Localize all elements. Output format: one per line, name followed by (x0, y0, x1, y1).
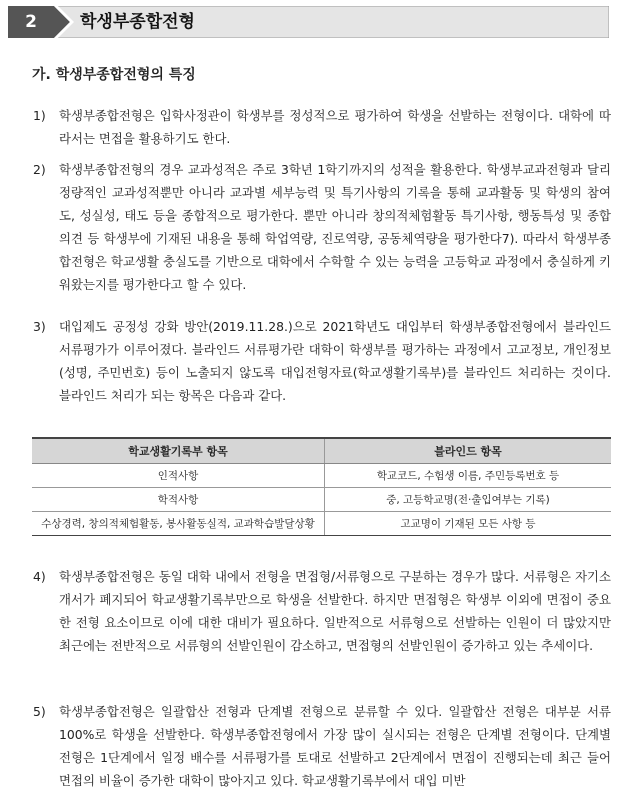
paragraph-number: 2) (33, 162, 46, 177)
paragraph-2 (33, 158, 611, 296)
paragraph-4 (33, 565, 611, 657)
paragraph-number: 5) (33, 704, 46, 719)
chapter-number: 2 (25, 12, 37, 32)
table-cell: 인적사항 (32, 464, 325, 488)
paragraph-text: 학생부종합전형은 입학사정관이 학생부를 정성적으로 평가하여 학생을 선발하는 전형이다. 대학에 따라서는 면접을 활용하기도 한다. (59, 108, 611, 146)
paragraph-3 (33, 315, 611, 407)
table-cell: 학교코드, 수험생 이름, 주민등록번호 등 (325, 464, 612, 488)
paragraph-text: 학생부종합전형은 일괄합산 전형과 단계별 전형으로 분류할 수 있다. 일괄합산 전형은 대부분 서류 100%로 학생을 선발한다. 학생부종합전형에서 가장 많이 실시되는 전형은 단계별 전형이다. 단계별 전형은 1단계에서 일정 배수를 서류평가를 토대로 선발하고 2단계에서 면접이 진행되는데 최근 들어 면접의 비율이 증가한 대학이 많아지고 있다. 학교생활기록부에서 대입 미반 (59, 704, 611, 788)
table-header-cell: 블라인드 항목 (325, 438, 612, 464)
table-row (32, 464, 611, 488)
table-cell: 수상경력, 창의적체험활동, 봉사활동실적, 교과학습발달상황 (32, 512, 325, 536)
paragraph-text: 학생부종합전형은 동일 대학 내에서 전형을 면접형/서류형으로 구분하는 경우가 많다. 서류형은 자기소개서가 폐지되어 학교생활기록부만으로 학생을 선발한다. 하지만 면접형은 학생부 이외에 면접이 중요한 전형 요소이므로 이에 대한 대비가 필요하다. 일반적으로 서류형으로 선발하는 인원이 더 많았지만 최근에는 전반적으로 서류형의 선발인원이 감소하고, 면접형의 선발인원이 증가하고 있는 추세이다. (59, 569, 611, 653)
table-row (32, 488, 611, 512)
paragraph-number: 1) (33, 108, 46, 123)
paragraph-text: 대입제도 공정성 강화 방안(2019.11.28.)으로 2021학년도 대입부터 학생부종합전형에서 블라인드 서류평가가 이루어졌다. 블라인드 서류평가란 대학이 학생부를 평가하는 과정에서 고교정보, 개인정보(성명, 주민번호) 등이 노출되지 않도록 대입전형자료(학교생활기록부)를 블라인드 처리하는 것이다. 블라인드 처리가 되는 항목은 다음과 같다. (59, 319, 611, 403)
paragraph-5 (33, 700, 611, 792)
table-cell: 고교명이 기재된 모든 사항 등 (325, 512, 612, 536)
table-header-row (32, 438, 611, 464)
paragraph-1 (33, 104, 611, 150)
table-cell: 학적사항 (32, 488, 325, 512)
paragraph-text: 학생부종합전형의 경우 교과성적은 주로 3학년 1학기까지의 성적을 활용한다. 학생부교과전형과 달리 정량적인 교과성적뿐만 아니라 교과별 세부능력 및 특기사항의 기록을 통해 교과활동 및 학생의 참여도, 성실성, 태도 등을 종합적으로 평가한다. 뿐만 아니라 창의적체험활동 특기사항, 행동특성 및 종합의견 등 학생부에 기재된 내용을 통해 학업역량, 진로역량, 공동체역량을 평가한다7). 따라서 학생부종합전형은 학교생활 충실도를 기반으로 대학에서 수학할 수 있는 능력을 고등학교 과정에서 충실하게 키워왔는지를 평가한다고 할 수 있다. (59, 162, 611, 292)
table-cell: 중, 고등학교명(전·출입여부는 기록) (325, 488, 612, 512)
table-row (32, 512, 611, 536)
chapter-title: 학생부종합전형 (80, 12, 195, 32)
paragraph-number: 3) (33, 319, 46, 334)
paragraph-number: 4) (33, 569, 46, 584)
table-header-cell: 학교생활기록부 항목 (32, 438, 325, 464)
section-title: 가. 학생부종합전형의 특징 (32, 67, 196, 83)
chapter-header (8, 6, 609, 38)
blind-items-table (32, 437, 611, 536)
